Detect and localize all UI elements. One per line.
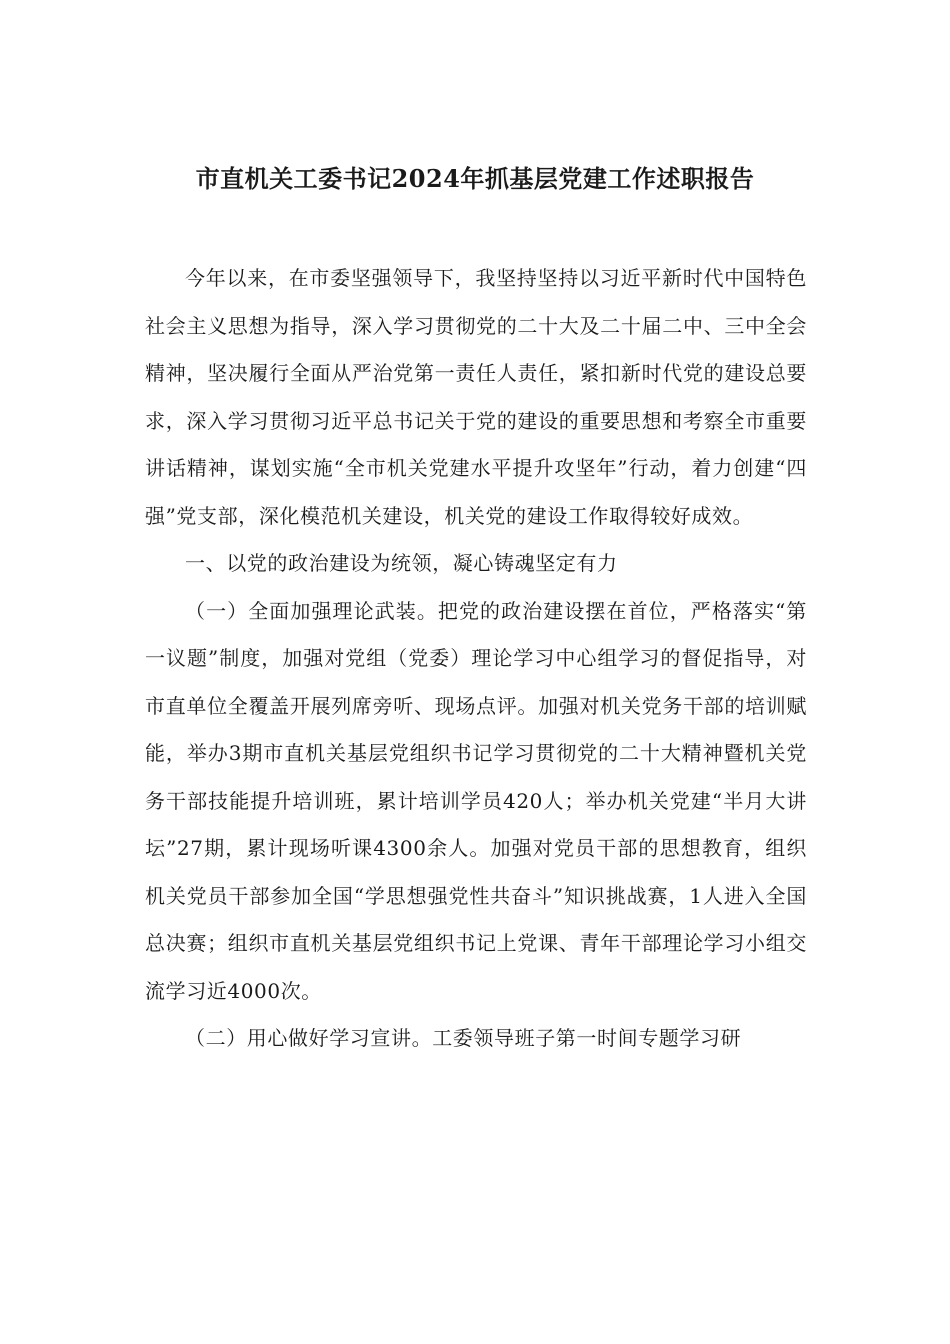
paragraph-subsection-1: （一）全面加强理论武装。把党的政治建设摆在首位，严格落实“第一议题”制度，加强对党组（党委）理论学习中心组学习的督促指导，对市直单位全覆盖开展列席旁听、现场点评。加强对机关党务干部的培训赋能，举办3期市直机关基层党组织书记学习贯彻党的二十大精神暨机关党务干部技能提升培训班，累计培训学员420人；举办机关党建“半月大讲坛”27期，累计现场听课4300余人。加强对党员干部的思想教育，组织机关党员干部参加全国“学思想强党性共奋斗”知识挑战赛，1人进入全国总决赛；组织市直机关基层党组织书记上党课、青年干部理论学习小组交流学习近4000次。 (145, 598, 807, 1003)
document-title: 市直机关工委书记2024年抓基层党建工作述职报告 (195, 164, 755, 193)
section-heading-1: 一、以党的政治建设为统领，凝心铸魂坚定有力 (185, 551, 618, 575)
paragraph-subsection-2: （二）用心做好学习宣讲。工委领导班子第一时间专题学习研 (185, 1026, 742, 1050)
paragraph-intro: 今年以来，在市委坚强领导下，我坚持坚持以习近平新时代中国特色社会主义思想为指导，深入学习贯彻党的二十大及二十届二中、三中全会精神，坚决履行全面从严治党第一责任人责任，紧扣新时代党的建设总要求，深入学习贯彻习近平总书记关于党的建设的重要思想和考察全市重要讲话精神，谋划实施“全市机关党建水平提升攻坚年”行动，着力创建“四强”党支部，深化模范机关建设，机关党的建设工作取得较好成效。 (145, 266, 807, 528)
document-body (145, 255, 807, 1063)
